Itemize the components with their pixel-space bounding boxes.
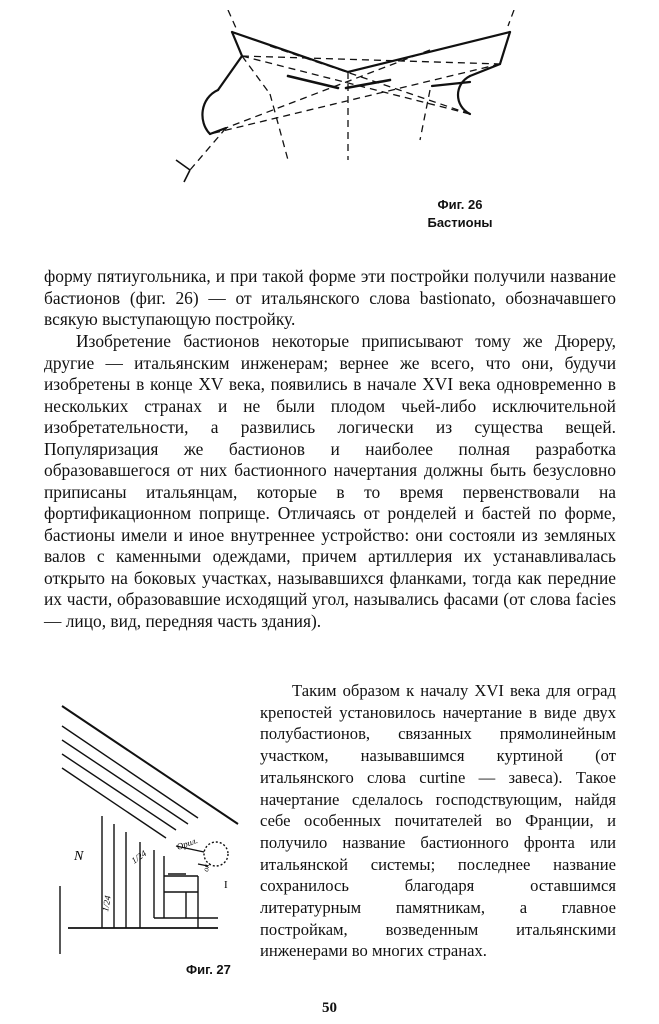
figure-27-label-ok: ок. — [201, 861, 212, 873]
figure-26-number: Фиг. 26 — [437, 197, 483, 212]
paragraph-2: Изобретение бастионов некоторые приписывают тому же Дюреру, другие — итальянским инженерам; вернее же всего, что они, будучи изобретены в конце XV века, появились в начале XVI века одновременно в нескольких странах и не были плодом чьей-либо исключительной изобретательности, а развились логически из существа вещей. Популяризация же бастионов и наиболее полная разработка образовавшегося от них бастионного начертания должны быть безусловно приписаны итальянцам, которые в то время первенствовали на фортификационном поприще. Отличаясь от ронделей и бастей по форме, бастионы имели и иное внутреннее устройство: они состояли из земляных валов с каменными одеждами, причем артиллерия их устанавливалась открыто на боковых участках, называвшихся фланками, тогда как передние их части, образовавшие исходящий угол, назывались фасами (от слова facies — лицо, вид, передняя часть здания). — [44, 331, 616, 631]
paragraph-1: форму пятиугольника, и при такой форме эти постройки получили название бастионов (фиг. 26) — от итальянского слова bastionato, обозначавшего всякую выступающую постройку. — [44, 266, 616, 329]
figure-26-bastions-drawing — [170, 10, 530, 200]
figure-27-caption: Фиг. 27 — [186, 962, 231, 977]
figure-27-label-n: N — [74, 849, 84, 864]
figure-26-caption — [405, 196, 515, 232]
figure-27-bastion-plan-drawing — [48, 696, 248, 954]
paragraph-3: Таким образом к началу XVI века для оград крепостей установилось начертание в виде двух полубастионов, связанных прямолинейным участком, называвшимся куртиной (от итальянского слова curtine — завеса). Такое начертание сделалось господствующим, найдя себе особенных почитателей во Франции, и получило название бастионного фронта или итальянской системы; последнее название сохранилось благодаря оставшимся литературным памятникам, а главное постройкам, возведенным итальянскими инженерами во многих странах. — [260, 681, 616, 961]
figure-27-label-orillon: Орил. — [175, 835, 200, 852]
figure-27-label-scale-2: 1/24 — [100, 894, 113, 913]
figure-27-label-i: I — [224, 879, 228, 891]
figure-27-label-scale-1: 1/24 — [129, 848, 149, 866]
page-number: 50 — [322, 1000, 337, 1016]
figure-26-title: Бастионы — [427, 215, 493, 230]
